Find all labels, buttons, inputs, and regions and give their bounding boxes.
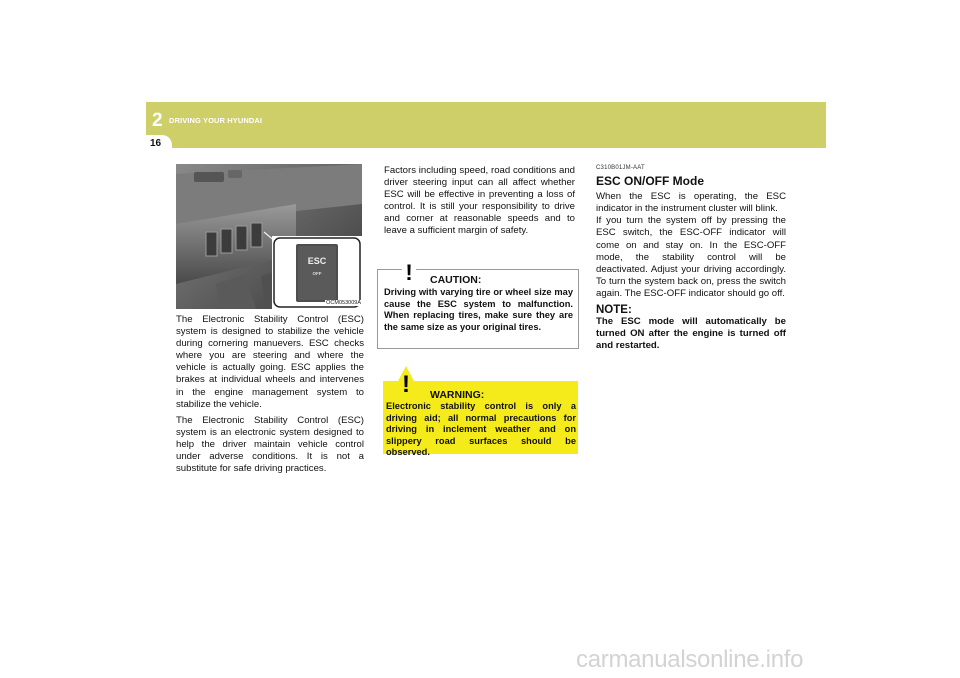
esc-mode-column — [596, 162, 786, 352]
warning-text: Electronic stability control is only a driving aid; all normal precautions for driving in inclement weather and on slippery road surfaces should be observed. — [386, 401, 576, 458]
chapter-header-band — [146, 102, 826, 148]
figure-caption — [176, 300, 362, 306]
esc-mode-paragraph-1: When the ESC is operating, the ESC indicator in the instrument cluster will blink. — [596, 191, 786, 215]
page-number: 16 — [150, 138, 162, 149]
warning-title: WARNING: — [430, 389, 485, 401]
section-code: C310B01JM-AAT — [596, 165, 645, 171]
dashboard-illustration — [176, 164, 362, 309]
caution-text: Driving with varying tire or wheel size may cause the ESC system to malfunction. When replacing tires, make sure they are the same size as your original tires. — [384, 287, 573, 332]
esc-description-paragraph-2: The Electronic Stability Control (ESC) system is an electronic system designed to help the driver maintain vehicle control under adverse conditions. It is not a substitute for safe driving practices. — [176, 414, 364, 475]
caution-title: CAUTION: — [430, 274, 482, 286]
note-text: The ESC mode will automatically be turned ON after the engine is turned off and restarted. — [596, 316, 786, 352]
caution-triangle-icon — [392, 256, 426, 286]
warning-box — [383, 371, 578, 458]
chapter-number: 2 — [152, 110, 163, 131]
esc-button-label: ESC — [307, 256, 327, 266]
note-title: NOTE: — [596, 304, 632, 317]
svg-text:!: ! — [405, 260, 413, 285]
svg-text:!: ! — [402, 371, 410, 397]
watermark: carmanualsonline.info — [576, 646, 804, 673]
factors-paragraph: Factors including speed, road conditions and driver steering input can all affect whether ESC will be effective in preventing a loss of control. It is still your responsibility to drive and corner at reasonable speeds and to leave a sufficient margin of safety. — [384, 165, 575, 237]
esc-switch-photo — [176, 164, 362, 309]
chapter-title: DRIVING YOUR HYUNDAI — [169, 116, 263, 125]
warning-triangle-icon — [389, 365, 423, 397]
esc-description-paragraph-1: The Electronic Stability Control (ESC) system is designed to stabilize the vehicle during cornering manuevers. ESC checks where you are steering and where the vehicle is actually going. ESC applies the brakes at individual wheels and intervenes in the engine management system to stabilize the vehicle. — [176, 314, 364, 410]
intro-text-column — [176, 314, 364, 479]
esc-off-label: OFF — [312, 271, 322, 276]
section-heading: ESC ON/OFF Mode — [596, 174, 704, 189]
caution-box — [377, 260, 579, 349]
factors-text-column — [384, 165, 575, 242]
figure-caption-text: OCM053009A — [326, 300, 361, 306]
esc-mode-paragraph-2: If you turn the system off by pressing the ESC switch, the ESC-OFF indicator will come on and stay on. In the ESC-OFF mode, the stability control will be deactivated. Adjust your driving accordingly. To turn the system back on, press the switch again. The ESC-OFF indicator should go off. — [596, 215, 786, 299]
